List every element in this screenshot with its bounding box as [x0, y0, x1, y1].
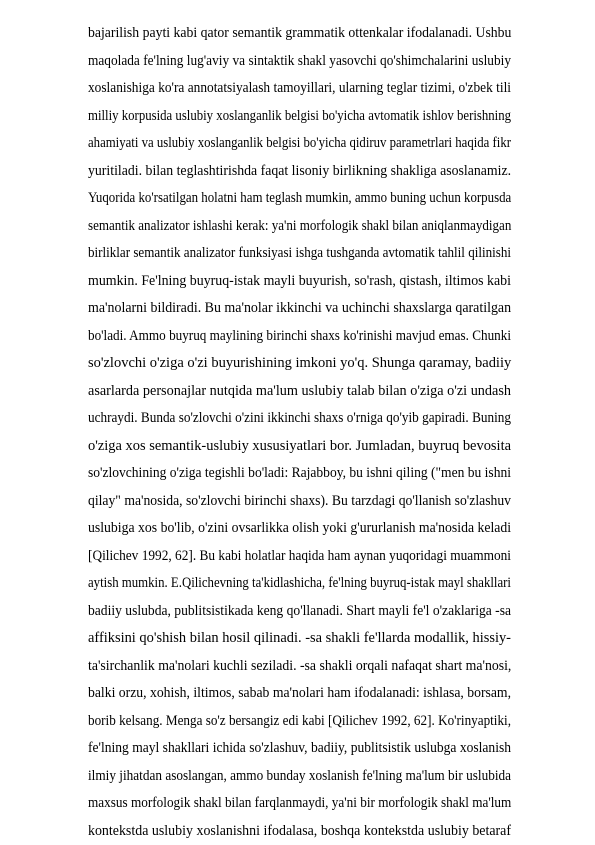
text-line: mumkin. Fe'lning buyruq-istak mayli buyurish, so'rash, qistash, iltimos kabi	[88, 268, 511, 296]
text-line: asarlarda personajlar nutqida ma'lum uslubiy talab bilan o'ziga o'zi undash	[88, 378, 511, 406]
text-line: bo'ladi. Ammo buyruq maylining birinchi shaxs ko'rinishi mavjud emas. Chunki	[88, 323, 511, 351]
text-line: maqolada fe'lning lug'aviy va sintaktik shakl yasovchi qo'shimchalarini uslubiy	[88, 48, 511, 76]
text-line: ilmiy jihatdan asoslangan, ammo bunday xoslanish fe'lning ma'lum bir uslubida	[88, 763, 511, 791]
text-line: ma'nolarni bildiradi. Bu ma'nolar ikkinchi va uchinchi shaxslarga qaratilgan	[88, 295, 511, 323]
text-line: balki orzu, xohish, iltimos, sabab ma'nolari ham ifodalanadi: ishlasa, borsam,	[88, 680, 511, 708]
text-line: ta'sirchanlik ma'nolari kuchli seziladi. -sa shakli orqali nafaqat shart ma'nosi,	[88, 653, 511, 681]
text-line: borib kelsang. Menga so'z bersangiz edi kabi [Qilichev 1992, 62]. Ko'rinyaptiki,	[88, 708, 511, 736]
text-line: Yuqorida ko'rsatilgan holatni ham teglash mumkin, ammo buning uchun korpusda	[88, 185, 511, 213]
text-line: maxsus morfologik shakl bilan farqlanmaydi, ya'ni bir morfologik shakl ma'lum	[88, 790, 511, 818]
text-line: yuritiladi. bilan teglashtirishda faqat lisoniy birlikning shakliga asoslanamiz.	[88, 158, 511, 186]
text-line: birliklar semantik analizator funksiyasi ishga tushganda avtomatik tahlil qilinishi	[88, 240, 511, 268]
text-line: [Qilichev 1992, 62]. Bu kabi holatlar haqida ham aynan yuqoridagi muammoni	[88, 543, 511, 571]
text-line: affiksini qo'shish bilan hosil qilinadi. -sa shakli fe'llarda modallik, hissiy-	[88, 625, 511, 653]
text-line: o'ziga xos semantik-uslubiy xususiyatlari bor. Jumladan, buyruq bevosita	[88, 433, 511, 461]
text-line: so'zlovchining o'ziga tegishli bo'ladi: Rajabboy, bu ishni qiling ("men bu ishni	[88, 460, 511, 488]
text-line: so'zlovchi o'ziga o'zi buyurishining imkoni yo'q. Shunga qaramay, badiiy	[88, 350, 511, 378]
text-line: aytish mumkin. E.Qilichevning ta'kidlashicha, fe'lning buyruq-istak mayl shakllari	[88, 570, 511, 598]
text-line: qilay" ma'nosida, so'zlovchi birinchi shaxs). Bu tarzdagi qo'llanish so'zlashuv	[88, 488, 511, 516]
text-line: ahamiyati va uslubiy xoslanganlik belgisi bo'yicha qidiruv parametrlari haqida fikr	[88, 130, 511, 158]
text-line: badiiy uslubda, publitsistikada keng qo'llanadi. Shart mayli fe'l o'zaklariga -sa	[88, 598, 511, 626]
text-line: uchraydi. Bunda so'zlovchi o'zini ikkinchi shaxs o'rniga qo'yib gapiradi. Buning	[88, 405, 511, 433]
text-line: xoslanishiga ko'ra annotatsiyalash tamoyillari, ularning teglar tizimi, o'zbek tili	[88, 75, 511, 103]
text-line: milliy korpusida uslubiy xoslanganlik belgisi bo'yicha avtomatik ishlov berishning	[88, 103, 511, 131]
text-line: kontekstda uslubiy xoslanishni ifodalasa, boshqa kontekstda uslubiy betaraf	[88, 818, 511, 845]
body-text	[88, 20, 511, 845]
text-line: semantik analizator ishlashi kerak: ya'ni morfologik shakl bilan aniqlanmaydigan	[88, 213, 511, 241]
text-line: uslubiga xos bo'lib, o'zini ovsarlikka olish yoki g'ururlanish ma'nosida keladi	[88, 515, 511, 543]
text-line: bajarilish payti kabi qator semantik grammatik ottenkalar ifodalanadi. Ushbu	[88, 20, 511, 48]
text-line: fe'lning mayl shakllari ichida so'zlashuv, badiiy, publitsistik uslubga xoslanish	[88, 735, 511, 763]
